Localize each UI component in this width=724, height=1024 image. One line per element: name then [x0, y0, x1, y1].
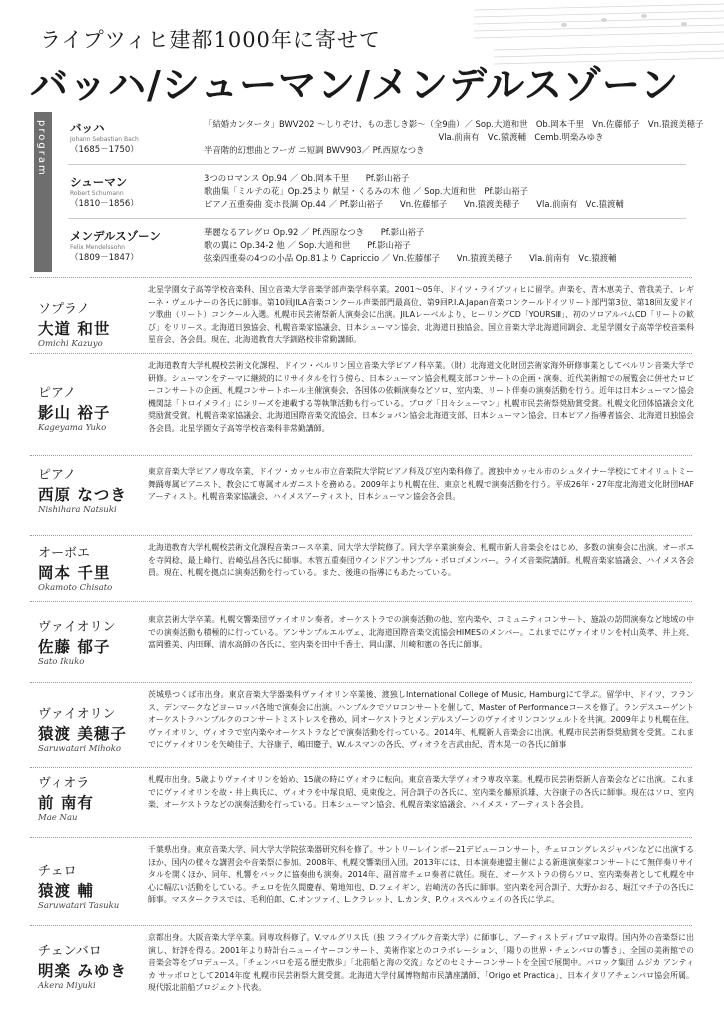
performer-bio: 千葉県出身。東京音楽大学、同大学大学院弦楽器研究科を修了。サントリーレインボー21デビューコンサート、チェロコングレスジャパンなどに出演するほか、国内の様々な講習会や音楽祭に参加。2008年、札幌交響楽団入団。2013年には、日本演奏連盟主催による新進演奏家コンサートにて無伴奏リサイタルを開くほか、同年、札響をバックに協奏曲も演奏。2014年、副首席チェロ奏者に就任。現在、オーケストラの傍らソロ、室内楽奏者として札幌を中心に幅広い活動をしている。チェロを佐久間慶春、菊地知也、D.フェイギン、岩崎洸の各氏に師事。室内楽を河合訓子、大野かおる、堀江マチ子の各氏に師事。マスタークラスでは、毛利伯郎、C.オンツァイ、L.クラレット、L.カンタ、P.ウィスペルウェイの各氏に学ぶ。: [148, 845, 694, 905]
performer-romaji: Okamoto Chisato: [38, 583, 113, 593]
program-section: [34, 112, 704, 272]
performer-name: 猿渡 美穂子: [38, 724, 127, 743]
performer-card: [30, 840, 692, 930]
section-divider: [30, 353, 692, 354]
performer-bio: 北海道教育大学札幌校芸術文化課程音楽コース卒業、同大学大学院修了。同大学卒業演奏会、札幌市新人音楽会をはじめ、多数の演奏会に出演。オーボエを寺岡稔、最上峰行、岩崎弘昌各氏に師事。木管五重奏団ウインドアンサンブル・ポロゴメンバー。ライズ音楽院講師。札幌音楽家協議会、ハイメス各会員。現在、札幌を拠点に演奏活動を行っている。また、後進の指導にもあたっている。: [148, 543, 694, 578]
program-label-bar: [34, 112, 52, 272]
performer-card: [30, 538, 692, 608]
performer-instrument: ピアノ: [38, 386, 76, 401]
composer-mendelssohn: [70, 228, 190, 263]
performer-name-block: [38, 542, 158, 593]
performer-name-block: [38, 703, 158, 754]
work-line: 3つのロマンス Op.94 ／ Ob.岡本千里 Pf.影山裕子: [204, 173, 410, 183]
performer-name-block: [38, 940, 158, 991]
performer-instrument: ソプラノ: [38, 302, 90, 317]
performer-romaji: Omichi Kazuyo: [38, 339, 103, 349]
performer-instrument: ヴィオラ: [38, 776, 90, 791]
performer-bio: 京都出身。大阪音楽大学卒業。同専攻科修了。V.マルグリス氏（独 フライブルク音楽大学）に師事し、アーティストディプロマ取得。国内外の音楽祭に出演し、好評を得る。2001年より時計台ニューイヤーコンサート、美術作家とのコラボレーション、「陽りの世界・チェンバロの響き」、全国の美術館での音楽会等をプロデュース。「チェンバロを巡る歴史散歩」「北前船と海の交流」などのセミナーコンサートを全国で展開中。バロック集団 ムジカ アンティカ サッポロとして2014年度 札幌市民芸術祭大賞受賞。北海道大学付属博物館市民講座講師、「Origo et Practica」、日本イタリアチェンバロ協会所属。現代版北前船プロジェクト代表。: [148, 933, 694, 993]
section-divider: [30, 601, 692, 602]
performer-name-block: [38, 382, 158, 433]
performer-romaji: Mae Nau: [38, 813, 78, 823]
performer-romaji: Nishihara Natsuki: [38, 505, 117, 515]
performer-name: 大道 和世: [38, 319, 111, 338]
composer-name: シューマン: [70, 175, 128, 189]
performer-card: [30, 356, 692, 450]
performer-name-block: [38, 860, 158, 911]
program-label: program: [36, 120, 47, 177]
section-divider: [30, 682, 692, 683]
performer-name-block: [38, 616, 158, 667]
composer-name-en: Robert Schumann: [70, 190, 124, 197]
performer-bio: 茨城県つくば市出身。東京音楽大学器楽科ヴァイオリン卒業後、渡独しInternational College of Music, Hamburgにて学ぶ。留学中、ドイツ、フランス、デンマークなどヨーロッパ各地で演奏会に出演。ハンブルクでソロコンサートを催して、Master of Performanceコースを修了。ランデスユーゲントオーケストラハンブルクのコンサートミストレスを務め、同オーケストラとメンデルスゾーンのヴァイオリンコンツェルトを共演。2009年より札幌在住、ヴァイオリン、ヴィオラで室内楽やオーケストラなどで演奏活動を行っている。2014年、札幌新人音楽会に出演。札幌市民芸術祭奨励賞を受賞。これまでにヴァイオリンを矢崎佳子、大谷康子、嶋田慶子、W.ルスマンの各氏、ヴィオラを吉武由紀、青木晃一の各氏に師事: [148, 690, 694, 750]
section-divider: [30, 455, 692, 456]
works-mendelssohn: [204, 226, 684, 265]
program-divider: [68, 218, 686, 219]
performer-romaji: Saruwatari Mihoko: [38, 744, 122, 754]
section-divider: [30, 535, 692, 536]
performer-instrument: チェンバロ: [38, 944, 102, 959]
work-line: ピアノ五重奏曲 変ホ長調 Op.44 ／ Pf.影山裕子 Vn.佐藤郁子 Vn.猿渡美穂子 Vla.前南有 Vc.猿渡輔: [204, 199, 624, 209]
performer-instrument: ヴァイオリン: [38, 707, 116, 722]
composer-schumann: [70, 174, 190, 209]
composer-bach: [70, 120, 190, 155]
section-divider: [30, 277, 692, 278]
performer-bio: 北海道教育大学札幌校芸術文化課程、ドイツ・ベルリン国立音楽大学ピアノ科卒業。（財）北海道文化財団芸術家海外研修事業としてベルリン音楽大学で研修。シューマンをテーマに継続的にリサイタルを行う傍ら、日本シューマン協会札幌支部コンサートの企画・演奏、近代美術館での展覧会に併せたロビーコンサートの企画、札幌コンサートホール主催演奏会、各国体の依頼演奏などソロ、室内楽、リート伴奏の演奏活動を行う。近年は日本シューマン協会機関誌「トロイメライ」にシリーズを連載する等執筆活動も行っている。ブログ「日々シューマン」札幌市民芸術祭奨励賞受賞。札幌文化団体協議会文化奨励賞受賞。札幌音楽家協議会、北海道国際音楽交流協会、日本ショパン協会北海道支部、日本シューマン協会、日本ピアノ指導者協会、北海道日独協会各会員。北星学園女子高等学校音楽科非常勤講師。: [148, 361, 694, 433]
section-divider: [30, 837, 692, 838]
performer-instrument: オーボエ: [38, 546, 91, 561]
performer-name-block: [38, 464, 158, 515]
performer-card: [30, 604, 692, 674]
section-divider: [30, 767, 692, 768]
performer-name: 佐藤 郁子: [38, 637, 111, 656]
work-line: 半音階的幻想曲とフーガ ニ短調 BWV903／ Pf.西原なつき: [204, 145, 425, 155]
performer-bio: 東京音楽大学ピアノ専攻卒業、ドイツ・カッセル市立音楽院大学院ピアノ科及び室内楽科修了。渡独中カッセル市のシュタイナー学校にてオイリュトミー舞踊専属ピアニスト、教会にて専属オルガニストを務める。2009年より札幌在住、東京と札幌で演奏活動を行う。平成26年・27年度北海道文化財団HAFアーティスト。札幌音楽家協議会、ハイメスアーティスト、日本シューマン協会各会員。: [148, 467, 694, 502]
composer-name: メンデルスゾーン: [70, 229, 161, 243]
composer-years: （1810－1856）: [70, 199, 139, 209]
performer-bio: 東京芸術大学卒業。札幌交響楽団ヴァイオリン奏者。オーケストラでの演奏活動の他、室内楽や、コミュニティコンサート、施設の訪問演奏など地域の中での演奏活動も積極的に行っている。アンサンブルエルヴェ、北海道国際音楽交流協会HIMESのメンバー。これまでにヴァイオリンを村山英孝、井上亮、富岡雅美、内田輝、清水高師の各氏に、室内楽を田中千香士、岡山潔、川崎和憲の各氏に師事。: [148, 615, 694, 650]
performer-romaji: Akera Miyuki: [38, 981, 96, 991]
work-line: 華麗なるアレグロ Op.92 ／ Pf.西原なつき Pf.影山裕子: [204, 227, 425, 237]
performer-bio: 札幌市出身。5歳よりヴァイオリンを始め、15歳の時にヴィオラに転向。東京音楽大学ヴィオラ専攻卒業。札幌市民芸術祭新人音楽会などに出演。これまでにヴァイオリンを故・井上典氏に、ヴィオラを中塚良昭、兎束俊之、河合訓子の各氏に、室内楽を藤原浜雄、大谷康子の各氏に師事。現在はソロ、室内楽、オーケストラなどの演奏活動を行っている。日本シューマン協会、札幌音楽家協議会、ハイメス・アーティスト各会員。: [148, 775, 694, 810]
works-bach: [204, 118, 704, 157]
work-line: 歌の翼に Op.34-2 他 ／ Sop.大道和世 Pf.影山裕子: [204, 240, 411, 250]
performer-romaji: Saruwatari Tasuku: [38, 901, 120, 911]
composer-years: （1809－1847）: [70, 253, 139, 263]
performer-instrument: ヴァイオリン: [38, 620, 116, 635]
performer-name: 岡本 千里: [38, 563, 111, 582]
composer-name-en: Felix Mendelssohn: [70, 244, 125, 251]
performer-name-block: [38, 298, 158, 349]
performer-name: 影山 裕子: [38, 403, 111, 422]
performer-name: 前 南有: [38, 793, 94, 812]
program-divider: [68, 164, 686, 165]
performer-name: 西原 なつき: [38, 485, 127, 504]
work-line: 歌曲集「ミルテの花」Op.25より 献呈・くるみの木 他 ／ Sop.大道和世 Pf.影山裕子: [204, 186, 528, 196]
composer-years: （1685－1750）: [70, 145, 139, 155]
page-subtitle: ライプツィヒ建都1000年に寄せて: [40, 28, 381, 52]
performer-card: [30, 770, 692, 840]
performer-bio: 北星学園女子高等学校音楽科、国立音楽大学音楽学部声楽学科卒業。2001～05年、ドイツ・ライプツィヒに留学。声楽を、青木恵美子、菅我美子、レギーネ・ヴェルナーの各氏に師事。第10回JILA音楽コンクール声楽部門最高位、第9回P.I.A.Japan音楽コンクールドイツリート部門第3位、第18回友愛ドイツ歌曲（リート）コンクール入選。札幌市民芸術祭新人演奏会に出演。JILAレーベルより、ヒーリングCD「YOURSⅢ」、初のソロアルバムCD「リートの歓び」をリリース。北海道日独協会、札幌音楽家協議会、日本シューマン協会、北海道日独協会、国立音楽大学北海道同調会、北星学園女子高等学校音楽科星音会、各会員。現在、北海道教育大学釧路校非常勤講師。: [148, 285, 695, 345]
page-title: バッハ/シューマン/メンデルスゾーン: [30, 62, 680, 107]
performer-card: [30, 928, 692, 1018]
work-line: 弦楽四重奏の4つの小品 Op.81より Capriccio ／ Vn.佐藤郁子 Vn.猿渡美穂子 Vla.前南有 Vc.猿渡輔: [204, 253, 617, 263]
composer-name: バッハ: [70, 121, 105, 135]
performer-card: [30, 685, 692, 765]
performer-instrument: チェロ: [38, 864, 77, 879]
performer-name-block: [38, 772, 158, 823]
works-schumann: [204, 172, 684, 211]
section-divider: [30, 925, 692, 926]
performer-name: 猿渡 輔: [38, 881, 94, 900]
performer-card: [30, 458, 692, 528]
composer-name-en: Johann Sebastian Bach: [70, 136, 139, 143]
work-line: Vla.前南有 Vc.猿渡輔 Cemb.明楽みゆき: [204, 132, 604, 142]
performer-romaji: Kageyama Yuko: [38, 423, 107, 433]
work-line: 「結婚カンタータ」BWV202 ～しりぞけ、もの悲しき影～（全9曲）／ Sop.大道和世 Ob.岡本千里 Vn.佐藤郁子 Vn.猿渡美穂子: [204, 119, 704, 129]
performer-card: [30, 280, 695, 350]
performer-name: 明楽 みゆき: [38, 961, 127, 980]
performer-romaji: Sato Ikuko: [38, 657, 85, 667]
performer-instrument: ピアノ: [38, 468, 76, 483]
